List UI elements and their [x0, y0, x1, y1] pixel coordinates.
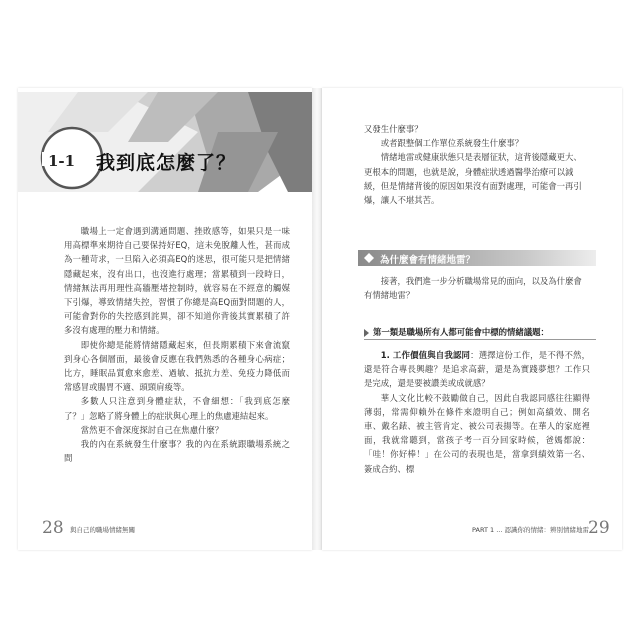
subheading-rule	[364, 339, 596, 340]
section-title: 為什麼會有情緒地雷？	[380, 255, 476, 266]
right-body-text	[364, 348, 590, 476]
subheading	[364, 326, 598, 338]
paragraph: 又發生什麼事？	[364, 124, 423, 134]
banner-pattern	[18, 92, 312, 192]
page-number-right: 29	[588, 518, 610, 538]
chapter-number: 1-1	[48, 152, 76, 170]
paragraph: 即使你總是能將情緒隱藏起來，但長期累積下來會流竄到身心各個層面，最後會反應在我們熟悉的各種身心病症；比方，睡眠品質愈來愈差、過敏、抵抗力差、免疫力降低而常感冒或腸胃不適、頭頸肩痠等。	[64, 339, 290, 393]
paragraph: 情緒地雷或健康狀態只是表層征狀，這背後隱藏更大、更根本的問題，也就是說，身體症狀透過醫學治療可以減緩，但是情緒背後的原因如果沒有面對處理，可能會一再引爆，讓人不堪其苦。	[364, 152, 582, 206]
section-paragraph	[364, 274, 590, 302]
page-number-left: 28	[42, 518, 64, 538]
book-gutter	[312, 88, 322, 550]
paragraph: 職場上一定會遇到溝通問題、挫敗感等，如果只是一味用高標準來期待自己要保持好EQ，這未免脫離人性，甚而成為一種苛求，一旦陷入必須高EQ的迷思，很可能只是把情緒隱藏起來，沒有出口，也沒進行處理；當累積到一段時日，情緒無法再用理性高牆壓堵控制時，就容易在不經意的觸媒下引爆，導致情緒失控，習慣了你總是高EQ面對問題的人，可能會對你的失控感到詫異，卻不知道你背後其實累積了許多沒有處理的壓力和情緒。	[64, 226, 290, 336]
section-heading-bar	[358, 250, 596, 266]
right-page	[322, 88, 622, 550]
paragraph: 接著，我們進一步分析職場常見的面向，以及為什麼會有情緒地雷？	[364, 276, 582, 301]
right-intro-text	[364, 122, 590, 207]
paragraph: 當然更不會深度探討自己在焦慮什麼？	[80, 424, 224, 435]
left-body-text	[64, 224, 290, 465]
subheading-text: 第一類是職場所有人都可能會中標的情緒議題：	[373, 327, 549, 337]
paragraph: 我的內在系統發生什麼事？我的內在系統跟職場系統之間	[64, 439, 290, 464]
paragraph: 或者跟整個工作單位系統發生什麼事？	[380, 138, 524, 149]
item-label: 1. 工作價值與自我認同	[380, 350, 471, 360]
triangle-bullet-icon	[364, 329, 369, 337]
running-head-right: PART 1 ... 認識你的情緒：辨別情緒地雷	[472, 526, 589, 534]
running-head-left: 與自己的職場情緒無關	[70, 526, 135, 534]
paragraph	[364, 348, 590, 391]
item-text: ：選擇這份工作，是不得不然，還是符合專長興趣？是追求高薪，還是為實踐夢想？工作只是完成，還是要被讚美或成就感？	[364, 350, 590, 389]
left-page	[18, 88, 312, 550]
chapter-banner	[18, 92, 312, 192]
paragraph: 多數人只注意到身體症狀，不會細想：「我到底怎麼了？」忽略了將身體上的症狀與心理上的焦慮連結起來。	[64, 396, 290, 421]
chapter-title: 我到底怎麼了？	[96, 152, 237, 174]
diamond-bullet-icon	[364, 253, 374, 263]
paragraph: 華人文化比較不鼓勵做自己，因此自我認同感往往顯得薄弱，常需仰賴外在條件來證明自己；例如高績效、開名車、戴名錶、被主管肯定、被公司表揚等。在華人的家庭裡面，我就常聽到，當孩子考一百分回家時候，爸媽都說：「哇！你好棒！」在公司的表現也是，當拿到績效第一名、簽成合約、標	[364, 392, 590, 474]
